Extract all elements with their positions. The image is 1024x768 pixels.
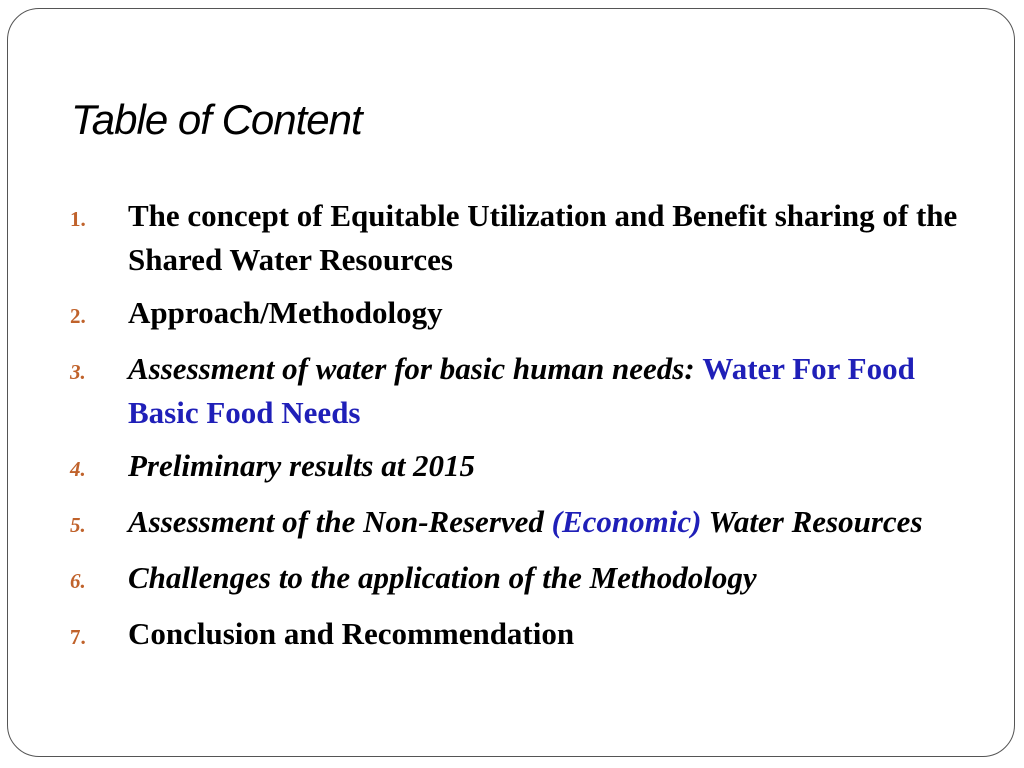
- item-number: 2.: [70, 304, 86, 328]
- item-number: 6.: [70, 569, 86, 593]
- list-item: [70, 444, 980, 491]
- item-text: The concept of Equitable Utilization and Benefit sharing of the Shared Water Resources: [128, 198, 958, 277]
- item-text-after: Water Resources: [708, 504, 923, 539]
- item-number: 5.: [70, 513, 86, 537]
- item-text: Assessment of water for basic human needs:: [128, 351, 695, 386]
- item-text: Approach/Methodology: [128, 295, 443, 330]
- item-text: Preliminary results at 2015: [128, 448, 476, 483]
- item-text-wrapper: [128, 347, 980, 435]
- item-number: 3.: [70, 360, 86, 384]
- item-highlight: (Economic): [551, 504, 702, 539]
- list-item: [70, 556, 980, 603]
- item-text-wrapper: [128, 500, 980, 544]
- slide-frame: [7, 8, 1015, 757]
- item-text-before: Assessment of the Non-Reserved: [128, 504, 544, 539]
- list-item: [70, 500, 980, 547]
- table-of-contents-list: [70, 194, 980, 668]
- item-number: 1.: [70, 207, 86, 231]
- item-number: 4.: [70, 457, 86, 481]
- slide-title: Table of Content: [71, 96, 362, 143]
- item-text: Challenges to the application of the Methodology: [128, 560, 757, 595]
- item-number: 7.: [70, 625, 86, 649]
- list-item: [70, 612, 980, 659]
- list-item: [70, 347, 980, 435]
- item-text: Conclusion and Recommendation: [128, 616, 575, 651]
- item-highlight: Water For Food Basic Food Needs: [128, 351, 915, 430]
- list-item: [70, 291, 980, 338]
- list-item: [70, 194, 980, 282]
